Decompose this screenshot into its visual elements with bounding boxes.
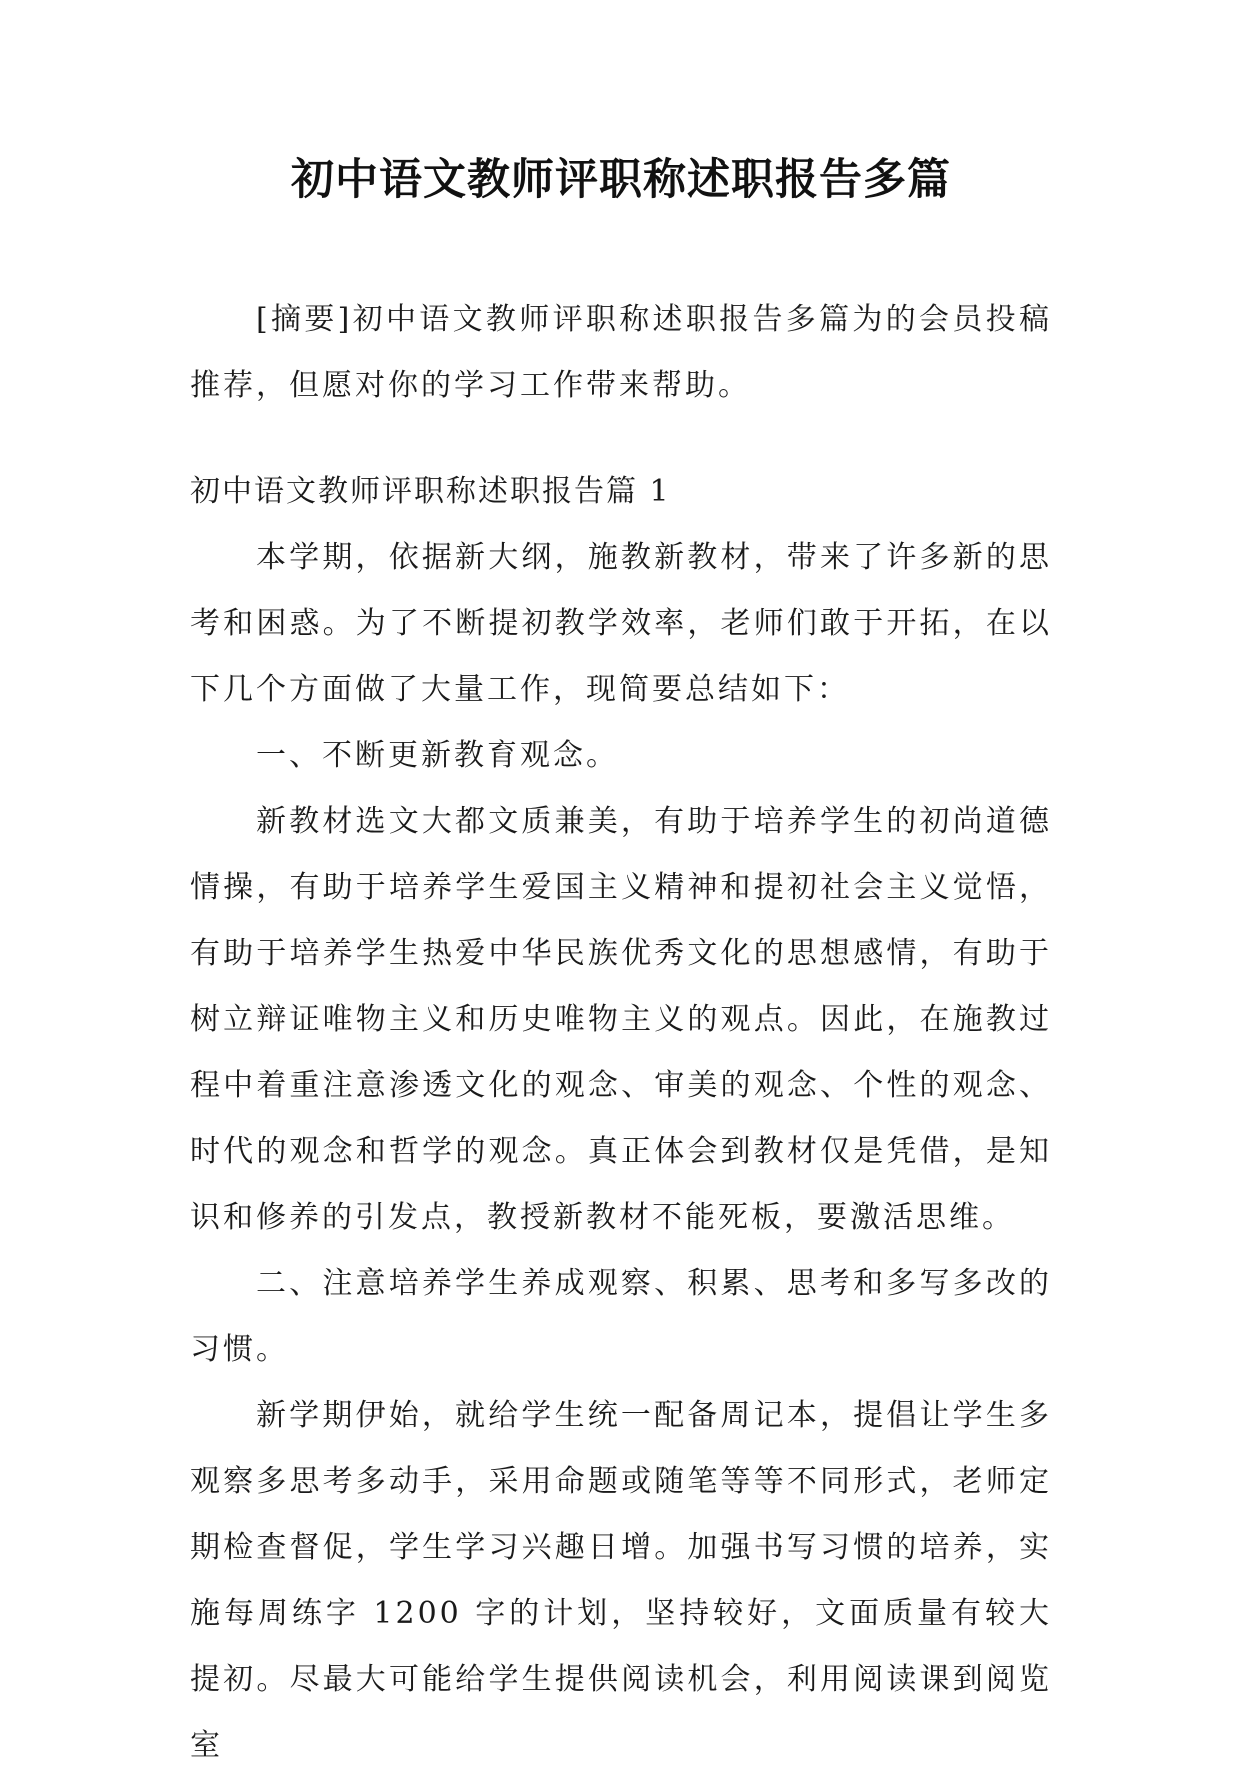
body-paragraph-two: 新学期伊始，就给学生统一配备周记本，提倡让学生多观察多思考多动手，采用命题或随笔等等不同形式，老师定期检查督促，学生学习兴趣日增。加强书写习惯的培养，实施每周练字 1200 字的计划，坚持较好，文面质量有较大提初。尽最大可能给学生提供阅读机会，利用阅读课到阅览室 xyxy=(190,1398,1052,1763)
section-title: 初中语文教师评职称述职报告篇 1 xyxy=(190,474,671,509)
body-heading-two: 二、注意培养学生养成观察、积累、思考和多写多改的习惯。 xyxy=(190,1266,1052,1367)
body-paragraph-one: 新教材选文大都文质兼美，有助于培养学生的初尚道德情操，有助于培养学生爱国主义精神和提初社会主义觉悟，有助于培养学生热爱中华民族优秀文化的思想感情，有助于树立辩证唯物主义和历史唯物主义的观点。因此，在施教过程中着重注意渗透文化的观念、审美的观念、个性的观念、时代的观念和哲学的观念。真正体会到教材仅是凭借，是知识和修养的引发点，教授新教材不能死板，要激活思维。 xyxy=(190,804,1052,1235)
body-text xyxy=(190,525,1052,1779)
body-paragraph-intro: 本学期，依据新大纲，施教新教材，带来了许多新的思考和困惑。为了不断提初教学效率，老师们敢于开拓，在以下几个方面做了大量工作，现简要总结如下： xyxy=(190,540,1052,707)
body-heading-one: 一、不断更新教育观念。 xyxy=(256,738,619,773)
document-title: 初中语文教师评职称述职报告多篇 xyxy=(291,155,951,205)
abstract-paragraph: [摘要]初中语文教师评职称述职报告多篇为的会员投稿推荐，但愿对你的学习工作带来帮助。 xyxy=(190,302,1052,403)
